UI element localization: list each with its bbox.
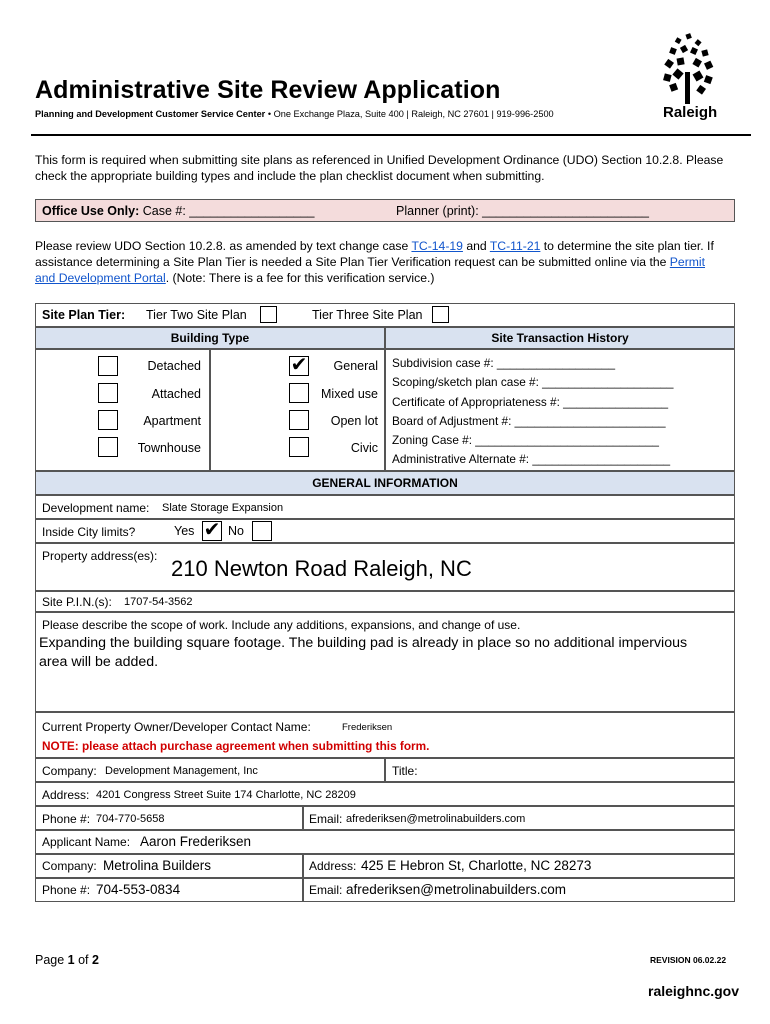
phone-value[interactable]: 704-770-5658 [96,813,165,825]
address3-cell [303,854,735,878]
office-planner: Planner (print): ________________________ [396,204,649,218]
company2-cell [35,854,303,878]
open-lot-label: Open lot [330,414,378,428]
development-label: Development name: [42,501,150,515]
scope-label: Please describe the scope of work. Include any additions, expansions, and change of use. [42,618,521,632]
review-mid: and [462,239,490,253]
phone-cell [35,806,303,830]
tier-three-label: Tier Three Site Plan [312,308,423,322]
review-text [35,238,725,286]
applicant-value[interactable]: Aaron Frederiksen [140,834,252,849]
pin-row [35,591,735,612]
property-address-value[interactable]: 210 Newton Road Raleigh, NC [171,556,472,581]
transaction-list [385,349,735,471]
phone-label: Phone #: [42,812,91,826]
site-url: raleighnc.gov [648,983,740,999]
yes-label: Yes [174,524,195,538]
phone2-cell [35,878,303,902]
detached-checkbox[interactable] [98,356,118,376]
email-cell [303,806,735,830]
address-value[interactable]: 4201 Congress Street Suite 174 Charlotte, NC 28209 [96,789,356,801]
logo-text: Raleigh [663,104,718,121]
title-label: Title: [392,764,418,778]
apartment-checkbox[interactable] [98,410,118,430]
scope-value[interactable]: Expanding the building square footage. The building pad is already in place so no additional impervious area will be added. [39,635,688,670]
city-limits-row [35,519,735,543]
header-divider [31,134,751,136]
tier-three-checkbox[interactable] [432,306,449,323]
office-use-label: Office Use Only: [42,204,140,218]
address3-value[interactable]: 425 E Hebron St, Charlotte, NC 28273 [361,858,592,873]
applicant-label: Applicant Name: [42,835,131,849]
general-info-header: GENERAL INFORMATION [35,471,735,495]
building-type-right [210,349,385,471]
office-case-field: Case #: __________________ [139,204,315,218]
no-label: No [228,524,244,538]
no-checkbox[interactable] [252,521,272,541]
page-current: 1 [67,953,75,967]
transaction-header: Site Transaction History [385,327,735,349]
company2-label: Company: [42,859,97,873]
link-permit-portal[interactable]: Permit and Development Portal [35,255,706,285]
company-value[interactable]: Development Management, Inc [105,765,258,777]
page-pre: Page [35,953,68,967]
property-address-row [35,543,735,591]
property-address-label: Property address(es): [42,549,158,563]
tier-two-label: Tier Two Site Plan [146,308,247,322]
building-type-header: Building Type [35,327,385,349]
tier-row [35,303,735,327]
email-label: Email: [309,812,343,826]
city-limits-label: Inside City limits? [42,525,136,539]
yes-checkbox[interactable]: ✔ [203,519,221,541]
mixed-use-label: Mixed use [321,387,378,401]
email2-cell [303,878,735,902]
development-value[interactable]: Slate Storage Expansion [162,502,284,514]
tier-label: Site Plan Tier: [42,308,126,322]
company-cell [35,758,385,782]
open-lot-checkbox[interactable] [289,410,309,430]
page-number [35,953,99,967]
zoning-case-field[interactable]: Zoning Case #: ____________________________ [392,433,659,448]
tier-two-checkbox[interactable] [260,306,277,323]
review-end: . (Note: There is a fee for this verification service.) [165,271,435,285]
applicant-row [35,830,735,854]
owner-label: Current Property Owner/Developer Contact Name: [42,720,311,734]
scope-row [35,612,735,712]
townhouse-label: Townhouse [137,441,201,455]
office-case [42,204,314,218]
page-mid: of [74,953,92,967]
owner-row [35,712,735,758]
subtitle-address: • One Exchange Plaza, Suite 400 | Raleigh, NC 27601 | 919-996-2500 [265,109,554,119]
pin-value[interactable]: 1707-54-3562 [124,596,193,608]
address-row [35,782,735,806]
address3-label: Address: [309,859,357,873]
board-adjustment-field[interactable]: Board of Adjustment #: _______________________ [392,413,666,428]
phone2-label: Phone #: [42,883,91,897]
purchase-note: NOTE: please attach purchase agreement when submitting this form. [42,739,430,753]
civic-label: Civic [350,441,378,455]
attached-checkbox[interactable] [98,383,118,403]
apartment-label: Apartment [143,414,201,428]
title-cell [385,758,735,782]
page-title: Administrative Site Review Application [35,76,501,104]
phone2-value[interactable]: 704-553-0834 [96,882,181,897]
pin-label: Site P.I.N.(s): [42,595,112,609]
detached-label: Detached [147,359,201,373]
development-row [35,495,735,519]
company-label: Company: [42,764,97,778]
review-post: to determine the site plan tier. If assistance determining a Site Plan Tier is needed a Site Plan Tier Verification request can be submitted online via the [35,239,714,269]
civic-checkbox[interactable] [289,437,309,457]
link-tc-14-19[interactable]: TC-14-19 [411,239,463,253]
address-label: Address: [42,788,90,802]
intro-text: This form is required when submitting site plans as referenced in Unified Development Ordinance (UDO) Section 10.2.8. Please check the appropriate building types and include the plan checklist document when submitting. [35,153,724,183]
subdivision-case-field[interactable]: Subdivision case #: __________________ [392,356,616,370]
owner-value[interactable]: Frederiksen [342,722,393,733]
admin-alternate-field[interactable]: Administrative Alternate #: _____________________ [392,452,671,467]
mixed-use-checkbox[interactable] [289,383,309,403]
email2-label: Email: [309,883,343,897]
page-total: 2 [92,953,99,967]
building-type-left [35,349,210,471]
subtitle-center: Planning and Development Customer Service Center [35,109,266,119]
townhouse-checkbox[interactable] [98,437,118,457]
revision-label: REVISION 06.02.22 [650,955,727,965]
email-value[interactable]: afrederiksen@metrolinabuilders.com [346,813,526,825]
company2-value[interactable]: Metrolina Builders [103,858,212,873]
office-use-box [35,199,735,222]
coa-field[interactable]: Certificate of Appropriateness #: ________________ [392,394,669,409]
email2-value[interactable]: afrederiksen@metrolinabuilders.com [346,882,567,897]
general-label: General [333,359,378,373]
scoping-case-field[interactable]: Scoping/sketch plan case #: ____________________ [392,375,674,390]
link-tc-11-21[interactable]: TC-11-21 [489,239,541,253]
page-subtitle [35,109,554,119]
review-pre: Please review UDO Section 10.2.8. as amended by text change case [35,239,412,253]
general-checkbox[interactable]: ✔ [290,354,308,376]
attached-label: Attached [151,387,201,401]
